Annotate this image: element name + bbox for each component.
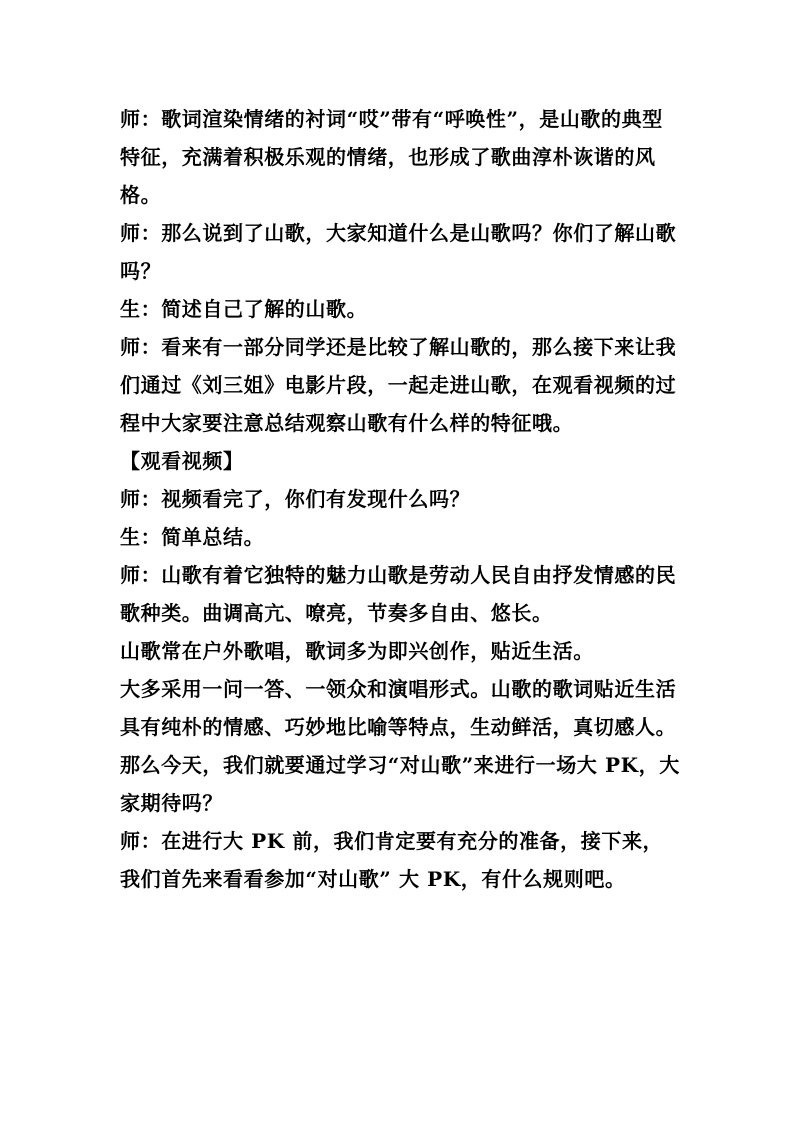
paragraph-4: 师：看来有一部分同学还是比较了解山歌的，那么接下来让我们通过《刘三姐》电影片段，一起走进山歌，在观看视频的过程中大家要注意总结观察山歌有什么样的特征哦。 <box>120 335 677 435</box>
paragraph-10: 大多采用一问一答、一领众和演唱形式。山歌的歌词贴近生活具有纯朴的情感、巧妙地比喻等特点，生动鲜活，真切感人。 <box>120 677 677 739</box>
document-body <box>120 100 680 898</box>
paragraph-8: 师：山歌有着它独特的魅力山歌是劳动人民自由抒发情感的民歌种类。曲调高亢、嘹亮，节奏多自由、悠长。 <box>120 563 677 625</box>
paragraph-11: 那么今天，我们就要通过学习“对山歌”来进行一场大 PK，大家期待吗？ <box>120 753 680 815</box>
paragraph-1: 师：歌词渲染情绪的衬词“哎”带有“呼唤性”，是山歌的典型特征，充满着积极乐观的情绪，也形成了歌曲淳朴诙谐的风格。 <box>120 107 663 207</box>
paragraph-2: 师：那么说到了山歌，大家知道什么是山歌吗？你们了解山歌吗？ <box>120 221 677 283</box>
paragraph-12: 师：在进行大 PK 前，我们肯定要有充分的准备，接下来，我们首先来看看参加“对山歌” 大 PK，有什么规则吧。 <box>120 829 664 891</box>
paragraph-9: 山歌常在户外歌唱，歌词多为即兴创作，贴近生活。 <box>120 639 594 663</box>
paragraph-6: 师：视频看完了，你们有发现什么吗？ <box>120 487 471 511</box>
paragraph-7: 生：简单总结。 <box>120 525 265 549</box>
paragraph-3: 生：简述自己了解的山歌。 <box>120 297 368 321</box>
paragraph-5: 【观看视频】 <box>120 449 244 473</box>
